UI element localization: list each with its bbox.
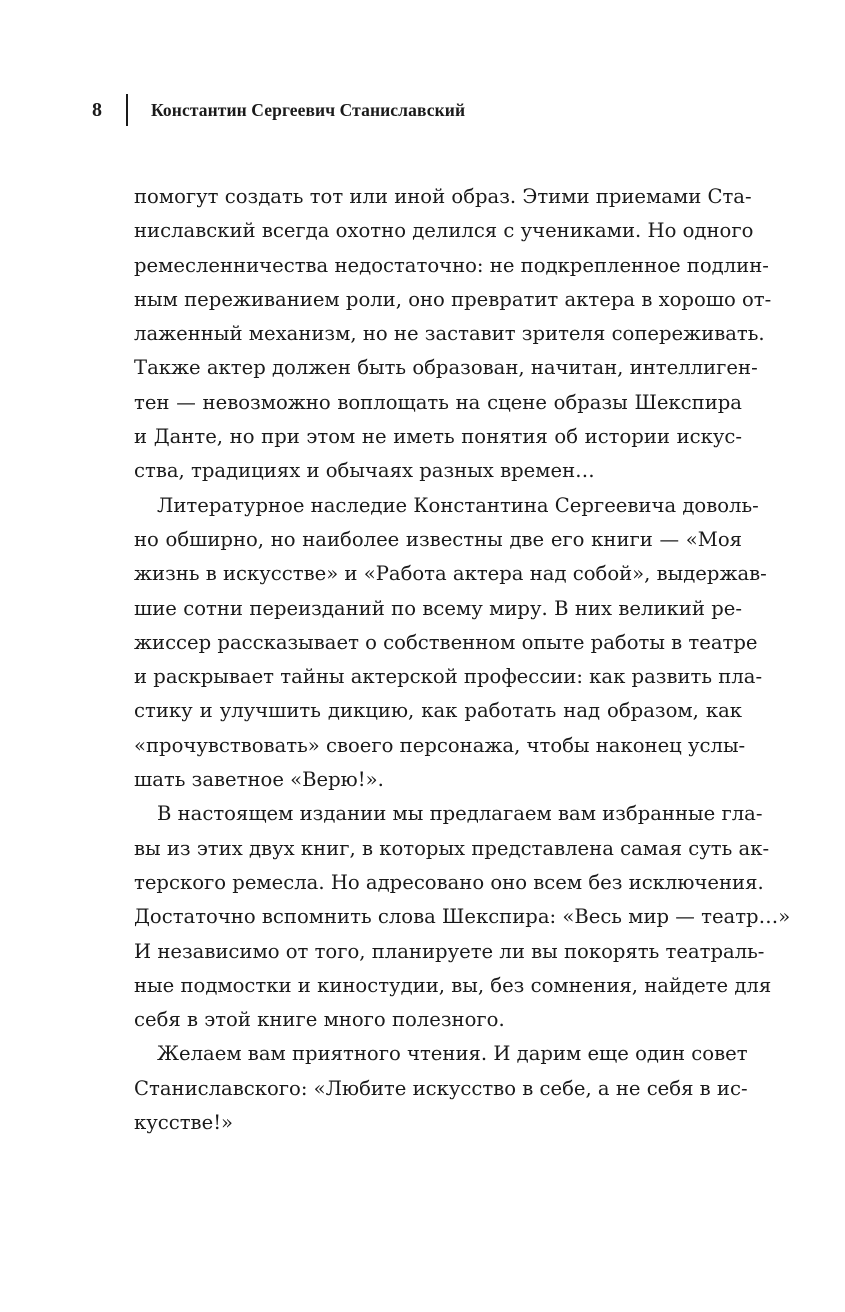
text-line: лаженный механизм, но не заставит зрителя сопереживать.	[134, 322, 765, 346]
text-line: ства, традициях и обычаях разных времен…	[134, 459, 595, 483]
text-line: Литературное наследие Константина Сергеевича доволь-	[157, 493, 759, 517]
text-line: шие сотни переизданий по всему миру. В них великий ре-	[134, 596, 742, 620]
text-line: ниславский всегда охотно делился с учениками. Но одного	[134, 219, 754, 243]
text-line: Также актер должен быть образован, начитан, интеллиген-	[134, 356, 758, 380]
running-header	[92, 94, 465, 126]
text-line: но обширно, но наиболее известны две его книги — «Моя	[134, 527, 742, 551]
text-line: себя в этой книге много полезного.	[134, 1008, 505, 1032]
text-line: стику и улучшить дикцию, как работать над образом, как	[134, 699, 742, 723]
text-line: и раскрывает тайны актерской профессии: как развить пла-	[134, 665, 763, 689]
text-line: ным переживанием роли, оно превратит актера в хорошо от-	[134, 287, 772, 311]
paragraph	[134, 489, 767, 798]
text-line: ремесленничества недостаточно: не подкрепленное подлин-	[134, 253, 769, 277]
header-divider	[126, 94, 128, 126]
text-line: вы из этих двух книг, в которых представлена самая суть ак-	[134, 836, 770, 860]
body-text	[134, 180, 791, 1140]
text-line: жизнь в искусстве» и «Работа актера над собой», выдержав-	[134, 562, 767, 586]
text-line: В настоящем издании мы предлагаем вам избранные гла-	[157, 802, 763, 826]
text-line: Желаем вам приятного чтения. И дарим еще один совет	[157, 1042, 748, 1066]
text-line: терского ремесла. Но адресовано оно всем без исключения.	[134, 870, 764, 894]
text-line: И независимо от того, планируете ли вы покорять театраль-	[134, 939, 765, 963]
text-line: и Данте, но при этом не иметь понятия об истории искус-	[134, 425, 742, 449]
page-number: 8	[92, 98, 102, 121]
text-line: кусстве!»	[134, 1111, 234, 1135]
text-line: помогут создать тот или иной образ. Этими приемами Ста-	[134, 185, 752, 208]
text-line: жиссер рассказывает о собственном опыте работы в театре	[134, 630, 758, 654]
text-line: Достаточно вспомнить слова Шекспира: «Весь мир — театр…»	[134, 905, 791, 929]
paragraph	[134, 180, 772, 489]
paragraph	[134, 1037, 748, 1140]
running-title: Константин Сергеевич Станиславский	[151, 99, 466, 120]
text-line: шать заветное «Верю!».	[134, 768, 384, 792]
paragraph	[134, 797, 791, 1037]
text-line: «прочувствовать» своего персонажа, чтобы наконец услы-	[134, 733, 746, 757]
text-line: тен — невозможно воплощать на сцене образы Шекспира	[134, 390, 742, 414]
text-line: ные подмостки и киностудии, вы, без сомнения, найдете для	[134, 973, 772, 997]
text-line: Станиславского: «Любите искусство в себе, а не себя в ис-	[134, 1076, 748, 1100]
